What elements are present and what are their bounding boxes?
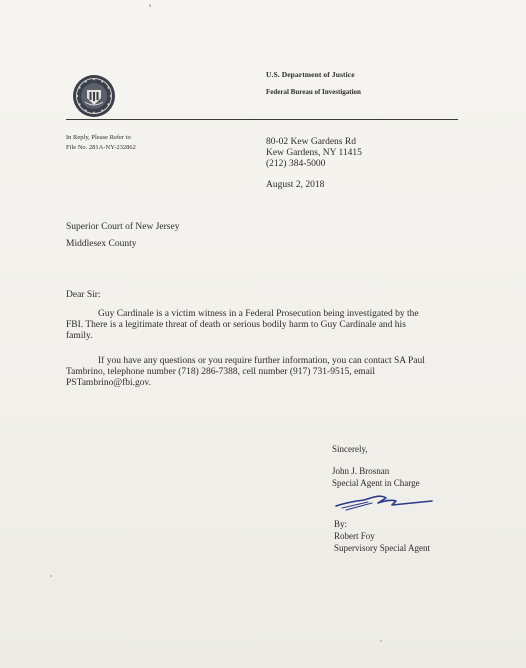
- body-paragraph-2: [66, 356, 440, 389]
- paragraph-2-line-3: PSTambrino@fbi.gov.: [66, 378, 152, 388]
- address-phone: (212) 384-5000: [266, 159, 326, 169]
- scan-speck: [380, 640, 382, 642]
- delegate-title: Supervisory Special Agent: [334, 543, 430, 553]
- letter-date: August 2, 2018: [266, 180, 325, 190]
- letterhead-divider: [66, 119, 458, 120]
- scan-speck: [149, 4, 151, 7]
- valediction: Sincerely,: [332, 444, 368, 454]
- delegate-name: Robert Foy: [334, 531, 375, 541]
- signer-title: Special Agent in Charge: [332, 478, 420, 488]
- bureau-name: Federal Bureau of Investigation: [266, 88, 361, 96]
- paragraph-1-line-1: Guy Cardinale is a victim witness in a Federal Prosecution being investigated by the: [98, 309, 419, 319]
- address-street: 80-02 Kew Gardens Rd: [266, 137, 356, 147]
- recipient-line-1: Superior Court of New Jersey: [66, 222, 180, 232]
- scan-speck: [50, 575, 52, 577]
- office-address: [266, 137, 362, 170]
- address-city: Kew Gardens, NY 11415: [266, 148, 362, 158]
- signature-block: [332, 443, 420, 489]
- paragraph-1-line-3: family.: [66, 331, 93, 341]
- file-number: File No. 281A-NY-232862: [66, 144, 136, 151]
- reply-instruction: In Reply, Please Refer to: [66, 134, 131, 141]
- recipient-block: [66, 219, 179, 253]
- paragraph-2-line-1: If you have any questions or you require further information, you can contact SA Paul: [98, 356, 425, 366]
- fbi-seal-icon: [72, 74, 116, 118]
- body-paragraph-1: [66, 309, 440, 342]
- paragraph-1-line-2: FBI. There is a legitimate threat of death or serious bodily harm to Guy Cardinale and his: [66, 320, 406, 330]
- delegate-block: [334, 518, 430, 554]
- by-label: By:: [334, 519, 348, 529]
- paragraph-2-line-2: Tambrino, telephone number (718) 286-7388, cell number (917) 731-9515, email: [66, 367, 376, 377]
- recipient-line-2: Middlesex County: [66, 239, 137, 249]
- salutation: Dear Sir:: [66, 290, 101, 300]
- handwritten-signature: [334, 488, 434, 518]
- signer-name: John J. Brosnan: [332, 466, 390, 476]
- department-name: U.S. Department of Justice: [266, 70, 355, 79]
